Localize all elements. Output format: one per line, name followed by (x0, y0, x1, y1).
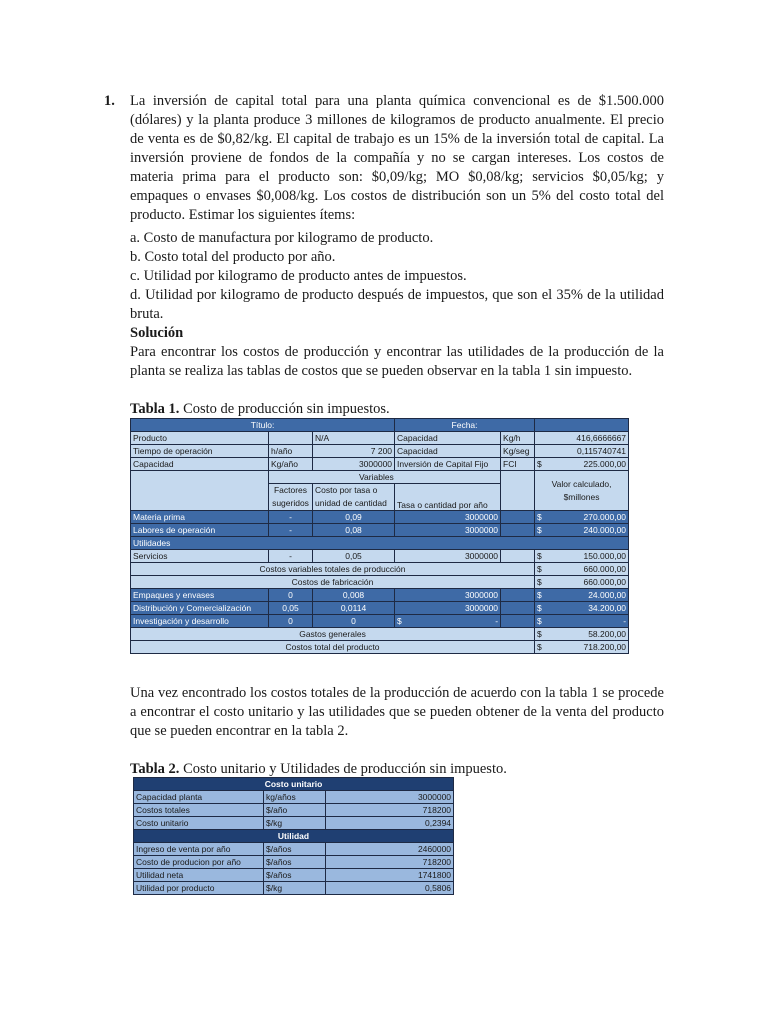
table-cell: Ingreso de venta por año (134, 843, 264, 856)
table-cell: 2460000 (326, 843, 454, 856)
titulo-cell: Título: (131, 419, 395, 432)
table-cell: 1741800 (326, 869, 454, 882)
amount: 270.000,00 (583, 512, 627, 522)
table2 (133, 777, 454, 895)
table-cell: kg/años (264, 791, 326, 804)
table-row (131, 550, 629, 563)
amount: - (495, 616, 499, 626)
table-row (134, 778, 454, 791)
table-cell: Producto (131, 432, 269, 445)
item-b: b. Costo total del producto por año. (130, 249, 336, 265)
table-cell: Kg/h (501, 432, 535, 445)
table-row (134, 830, 454, 843)
table-cell: Capacidad (131, 458, 269, 471)
table-row (134, 856, 454, 869)
table-cell: Costo de producion por año (134, 856, 264, 869)
table-cell (535, 602, 629, 615)
table-cell: Costo unitario (134, 817, 264, 830)
table-cell: 0,008 (313, 589, 395, 602)
table-cell: 3000000 (395, 550, 501, 563)
item-c: c. Utilidad por kilogramo de producto antes de impuestos. (130, 268, 467, 284)
utilidad-header: Utilidad (134, 830, 454, 843)
table-row (131, 432, 629, 445)
table1-caption-text: Costo de producción sin impuestos. (183, 401, 390, 417)
table-cell (535, 511, 629, 524)
table-row (134, 791, 454, 804)
table-row (134, 817, 454, 830)
amount: 225.000,00 (583, 459, 627, 469)
table-cell (535, 641, 629, 654)
table-cell: Kg/año (269, 458, 313, 471)
table-cell (501, 524, 535, 537)
table-row (131, 615, 629, 628)
item-d: d. Utilidad por kilogramo de producto después de impuestos, que son el 35% de la utilidad bruta. (130, 287, 664, 322)
amount: 660.000,00 (583, 564, 627, 574)
table-cell: 0,115740741 (535, 445, 629, 458)
currency-sign: $ (537, 512, 542, 522)
table1-caption-label: Tabla 1. (130, 401, 180, 417)
table-cell: $/año (264, 804, 326, 817)
amount: 718.200,00 (583, 642, 627, 652)
table-cell: Costos de fabricación (131, 576, 535, 589)
table-cell: 3000000 (313, 458, 395, 471)
table2-caption-text: Costo unitario y Utilidades de producción sin impuesto. (183, 761, 507, 777)
table-cell: h/año (269, 445, 313, 458)
costo-tasa-header: Costo por tasa o unidad de cantidad (313, 484, 395, 511)
table-cell: Tiempo de operación (131, 445, 269, 458)
table-cell: Capacidad (395, 445, 501, 458)
table-row (134, 843, 454, 856)
table-cell: Costos totales (134, 804, 264, 817)
table-cell: Costos total del producto (131, 641, 535, 654)
table-cell: Investigación y desarrollo (131, 615, 269, 628)
table-row (131, 471, 629, 484)
table-row (131, 628, 629, 641)
amount: 660.000,00 (583, 577, 627, 587)
currency-sign: $ (537, 616, 542, 626)
table-cell: Materia prima (131, 511, 269, 524)
table-cell: Distribución y Comercialización (131, 602, 269, 615)
table-row (131, 445, 629, 458)
table-cell: Utilidad neta (134, 869, 264, 882)
between-text: Una vez encontrado los costos totales de la producción de acuerdo con la tabla 1 se procede a encontrar el costo unitario y las utilidades que se pueden obtener de la venta del producto que se pueden encontrar en la tabla 2. (130, 685, 664, 739)
table-cell (535, 524, 629, 537)
table-cell: 0 (313, 615, 395, 628)
table-cell: $/kg (264, 817, 326, 830)
table1 (130, 418, 629, 654)
table-row (131, 458, 629, 471)
table-row (134, 882, 454, 895)
currency-sign: $ (537, 525, 542, 535)
table-cell: 3000000 (395, 589, 501, 602)
table-cell (131, 471, 269, 511)
tasa-cantidad-header: Tasa o cantidad por año (395, 484, 501, 511)
currency-sign: $ (397, 616, 402, 626)
table-cell (535, 458, 629, 471)
solution-title: Solución (130, 325, 184, 341)
table-cell: 3000000 (326, 791, 454, 804)
table-row (131, 524, 629, 537)
table-cell (535, 628, 629, 641)
table-row (131, 641, 629, 654)
table-cell: 7 200 (313, 445, 395, 458)
table-cell: - (269, 524, 313, 537)
table-cell: 0 (269, 589, 313, 602)
table2-caption-label: Tabla 2. (130, 761, 180, 777)
table-cell (501, 589, 535, 602)
currency-sign: $ (537, 603, 542, 613)
costo-unitario-header: Costo unitario (134, 778, 454, 791)
table-row (131, 602, 629, 615)
currency-sign: $ (537, 629, 542, 639)
table-cell (501, 511, 535, 524)
table-cell: 0 (269, 615, 313, 628)
table-cell (535, 615, 629, 628)
currency-sign: $ (537, 642, 542, 652)
table-cell (535, 563, 629, 576)
table-cell: Empaques y envases (131, 589, 269, 602)
table-row (134, 804, 454, 817)
table-cell: 3000000 (395, 524, 501, 537)
table-cell: $/años (264, 869, 326, 882)
table-cell: $/años (264, 856, 326, 869)
table-cell: 416,6666667 (535, 432, 629, 445)
table-cell (269, 432, 313, 445)
currency-sign: $ (537, 459, 542, 469)
problem-statement (104, 92, 664, 225)
amount: - (623, 616, 627, 626)
table-cell (501, 550, 535, 563)
amount: 58.200,00 (588, 629, 627, 639)
table-cell: 718200 (326, 856, 454, 869)
table-cell: 0,2394 (326, 817, 454, 830)
table-cell (535, 550, 629, 563)
table-row (131, 576, 629, 589)
table-cell: - (269, 550, 313, 563)
table-cell (535, 589, 629, 602)
amount: 24.000,00 (588, 590, 627, 600)
table1-caption (130, 401, 390, 418)
currency-sign: $ (537, 590, 542, 600)
table-cell: Costos variables totales de producción (131, 563, 535, 576)
solution-text: Para encontrar los costos de producción y encontrar las utilidades de la producción de la planta se realiza las tablas de costos que se pueden observar en la tabla 1 sin impuesto. (130, 344, 664, 379)
table-row (131, 589, 629, 602)
table-cell (535, 419, 629, 432)
table-cell: N/A (313, 432, 395, 445)
table-cell (395, 615, 501, 628)
table-cell: FCI (501, 458, 535, 471)
currency-sign: $ (537, 551, 542, 561)
variables-header: Variables (269, 471, 501, 484)
table-cell: Labores de operación (131, 524, 269, 537)
table-cell: Servicios (131, 550, 269, 563)
table-cell: Capacidad planta (134, 791, 264, 804)
table-cell: 0,09 (313, 511, 395, 524)
amount: 34.200,00 (588, 603, 627, 613)
table-cell: 0,05 (269, 602, 313, 615)
table-cell: 3000000 (395, 511, 501, 524)
table-cell: 0,5806 (326, 882, 454, 895)
valor-calculado-header: Valor calculado, $millones (535, 471, 629, 511)
currency-sign: $ (537, 577, 542, 587)
table-cell: $/años (264, 843, 326, 856)
table-cell: Gastos generales (131, 628, 535, 641)
table-row (131, 563, 629, 576)
table-cell: 0,08 (313, 524, 395, 537)
table-cell (501, 602, 535, 615)
table-row (134, 869, 454, 882)
table-cell: $/kg (264, 882, 326, 895)
utilidades-cell: Utilidades (131, 537, 629, 550)
table-row (131, 537, 629, 550)
table-cell (535, 576, 629, 589)
table-row (131, 511, 629, 524)
amount: 240.000,00 (583, 525, 627, 535)
factores-header: Factores sugeridos (269, 484, 313, 511)
table-cell: Capacidad (395, 432, 501, 445)
table-cell: Inversión de Capital Fijo (395, 458, 501, 471)
table-cell: Kg/seg (501, 445, 535, 458)
table-row (131, 419, 629, 432)
item-a: a. Costo de manufactura por kilogramo de producto. (130, 230, 434, 246)
fecha-cell: Fecha: (395, 419, 535, 432)
table-cell: 0,05 (313, 550, 395, 563)
table2-caption (130, 761, 507, 778)
table-cell: - (269, 511, 313, 524)
amount: 150.000,00 (583, 551, 627, 561)
problem-number: 1. (104, 93, 115, 109)
table-cell (501, 615, 535, 628)
currency-sign: $ (537, 564, 542, 574)
table-cell: 718200 (326, 804, 454, 817)
table-cell (501, 471, 535, 511)
problem-text: La inversión de capital total para una planta química convencional es de $1.500.000 (dólares) y la planta produce 3 millones de kilogramos de producto anualmente. El precio de venta es de $0,82/kg. El capital de trabajo es un 15% de la inversión total de capital. La inversión proviene de fondos de la compañía y no se cargan intereses. Los costos de materia prima para el producto son: $0,09/kg; MO $0,08/kg; servicios $0,05/kg; y empaques o envases $0,008/kg. Los costos de distribución son un 5% del costo total del producto. Estimar los siguientes ítems: (130, 93, 664, 223)
table-cell: Utilidad por producto (134, 882, 264, 895)
table-cell: 0,0114 (313, 602, 395, 615)
table-cell: 3000000 (395, 602, 501, 615)
